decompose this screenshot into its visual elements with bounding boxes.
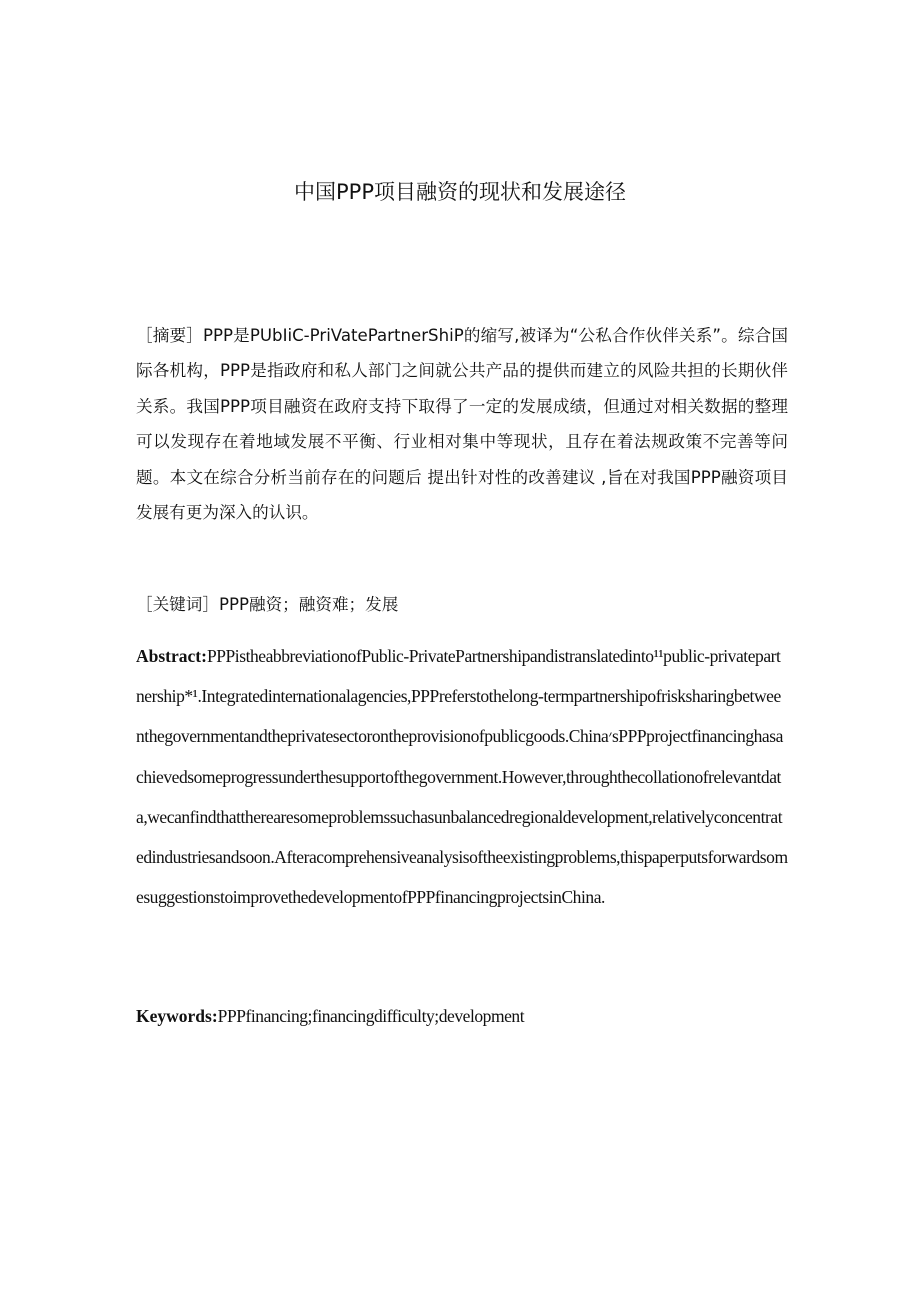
document-title: 中国PPP项目融资的现状和发展途径	[294, 180, 626, 204]
keywords-chinese	[136, 587, 788, 622]
keywords-english	[136, 996, 788, 1036]
keywords-chinese-text: PPP融资；融资难；发展	[218, 595, 399, 614]
abstract-chinese-label: ［摘要］	[136, 326, 203, 345]
keywords-chinese-label: ［关键词］	[136, 595, 219, 614]
abstract-english-text: PPPistheabbreviationofPublic-PrivatePartnershipandistranslatedinto¹¹public-privatepartnership*¹.Integratedinternationalagencies,PPPreferstothelong-termpartnershipofrisksharingbetweenthegovernmentandtheprivatesectorontheprovisionofpublicgoods.China׳sPPPprojectfinancinghasachievedsomeprogressunderthesupportofthegovernment.However,throughthecollationofrelevantdata,wecanfindthattherearesomeproblemssuchasunbalancedregionaldevelopment,relativelyconcentratedindustriesandsoon.Afteracomprehensiveanalysisoftheexistingproblems,thispaperputsforwardsomesuggestionstoimprovethedevelopmentofPPPfinancingprojectsinChina.	[136, 646, 788, 908]
keywords-english-label: Keywords:	[136, 1006, 218, 1026]
keywords-english-text: PPPfinancing;financingdifficulty;development	[217, 1006, 525, 1026]
abstract-chinese-text: PPP是PUbIiC-PriVatePartnerShiP的缩写,被译为“公私合作伙伴关系”。综合国际各机构，PPP是指政府和私人部门之间就公共产品的提供而建立的风险共担的长期伙伴关系。我国PPP项目融资在政府支持下取得了一定的发展成绩，但通过对相关数据的整理可以发现存在着地域发展不平衡、行业相对集中等现状，且存在着法规政策不完善等问题。本文在综合分析当前存在的问题后 提出针对性的改善建议 ,旨在对我国PPP融资项目发展有更为深入的认识。	[136, 326, 789, 523]
abstract-english-label: Abstract:	[136, 646, 207, 666]
abstract-chinese	[136, 318, 788, 530]
abstract-english	[136, 636, 788, 917]
